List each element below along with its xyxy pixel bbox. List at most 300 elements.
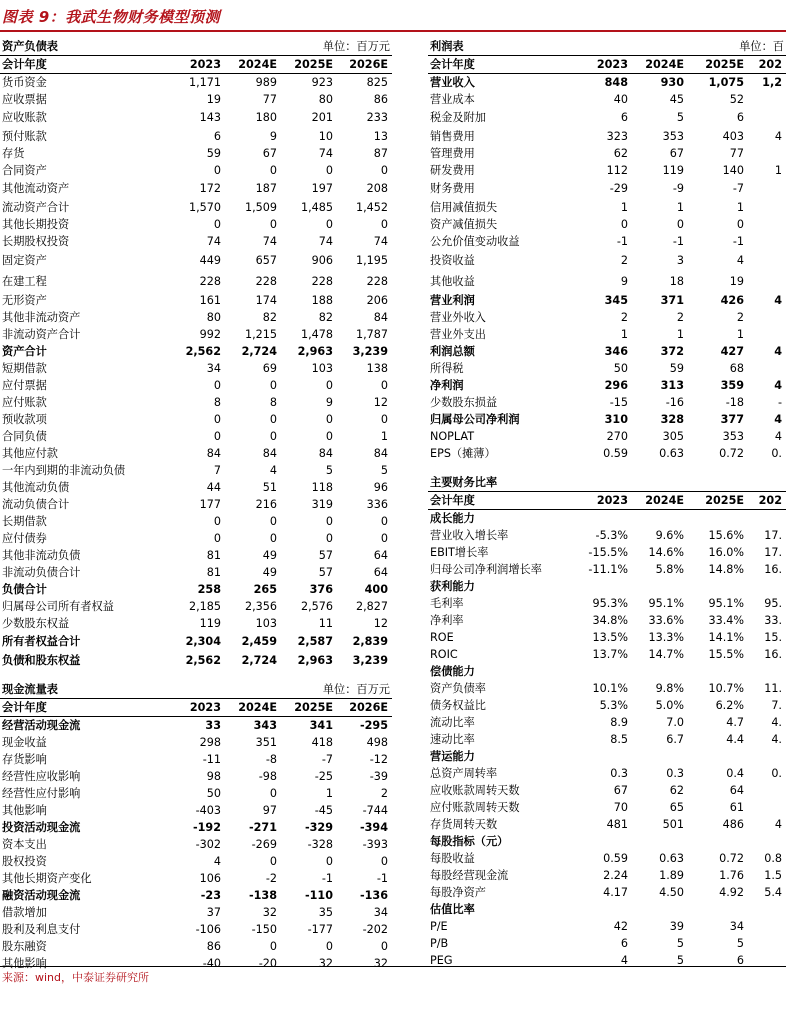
row-value: 930 [660, 76, 684, 89]
row-value: 265 [253, 583, 277, 596]
table-row [428, 250, 786, 272]
row-value: 74 [318, 147, 333, 160]
row-value: -393 [362, 838, 388, 851]
row-value: -106 [195, 923, 221, 936]
row-value [632, 578, 688, 595]
row-value: 15.6% [708, 529, 744, 542]
row-value: 4. [771, 716, 782, 729]
table-row [0, 819, 392, 836]
row-value: 4.4 [726, 733, 744, 746]
row-value: 1,509 [244, 201, 277, 214]
row-value: 6 [736, 111, 744, 124]
row-value: 12 [373, 396, 388, 409]
row-value: 5 [380, 464, 388, 477]
income-header-row [428, 56, 786, 74]
row-value: 403 [722, 130, 744, 143]
row-value: 5 [325, 464, 333, 477]
column-header-year: 2023 [568, 492, 632, 510]
table-row [428, 935, 786, 952]
table-row [428, 233, 786, 250]
row-value: -7 [321, 753, 333, 766]
row-label: 每股收益 [430, 852, 475, 865]
row-value: -202 [362, 923, 388, 936]
row-value [568, 663, 632, 680]
row-label: 应付票据 [2, 379, 47, 392]
row-value: 84 [318, 447, 333, 460]
row-value: 138 [366, 362, 388, 375]
row-value: -23 [200, 889, 221, 902]
row-value: -40 [202, 957, 221, 970]
row-value: 2,827 [355, 600, 388, 613]
row-value: -11 [202, 753, 221, 766]
table-row [428, 199, 786, 216]
row-label: 营业利润 [430, 294, 475, 307]
table-row [428, 91, 786, 108]
row-value [688, 663, 748, 680]
table-row [428, 74, 786, 92]
row-label: 其他影响 [2, 957, 47, 970]
row-value: 0 [325, 164, 333, 177]
row-value: 418 [311, 736, 333, 749]
row-value: 4.7 [726, 716, 744, 729]
row-label: 其他影响 [2, 804, 47, 817]
row-value [748, 233, 786, 250]
row-value [748, 510, 786, 528]
row-value: 0 [213, 379, 221, 392]
row-value: 32 [262, 906, 277, 919]
cashflow-caption: 现金流量表 [2, 683, 58, 696]
row-label: 经营活动现金流 [2, 719, 81, 732]
row-value: 0 [325, 379, 333, 392]
row-label: 固定资产 [2, 254, 47, 267]
row-value: 4 [774, 294, 782, 307]
table-row [0, 768, 392, 785]
row-value [748, 578, 786, 595]
row-value: 188 [311, 294, 333, 307]
row-value: 6.7 [666, 733, 684, 746]
row-value: -328 [307, 838, 333, 851]
row-value: 310 [604, 413, 628, 426]
table-row [0, 360, 392, 377]
row-value [748, 179, 786, 199]
row-value: -20 [258, 957, 277, 970]
row-value: 0 [380, 532, 388, 545]
table-row [0, 921, 392, 938]
section-label: 营运能力 [430, 750, 475, 763]
section-label: 偿债能力 [430, 665, 475, 678]
column-header-label: 会计年度 [0, 699, 170, 717]
row-label: 利润总额 [430, 345, 475, 358]
table-row [0, 938, 392, 955]
row-value: 1 [380, 430, 388, 443]
row-value: 49 [262, 566, 277, 579]
table-row [0, 632, 392, 651]
row-value: 6 [736, 954, 744, 967]
row-value: 4 [774, 345, 782, 358]
column-header-year: 2026E [337, 56, 392, 74]
row-value: 2 [620, 311, 628, 324]
row-value: 3,239 [352, 654, 388, 667]
ratios-caption: 主要财务比率 [430, 476, 498, 489]
row-value: 0 [325, 940, 333, 953]
row-value: 0 [269, 787, 277, 800]
table-row [428, 179, 786, 199]
row-value: 353 [662, 130, 684, 143]
row-value: 426 [720, 294, 744, 307]
row-value: 1 [676, 328, 684, 341]
row-value: 4.92 [719, 886, 744, 899]
table-row [428, 162, 786, 179]
row-value: 0 [213, 430, 221, 443]
row-value: 1,570 [188, 201, 221, 214]
row-value: 486 [722, 818, 744, 831]
row-label: 所得税 [430, 362, 464, 375]
row-value: 86 [373, 93, 388, 106]
section-row [428, 833, 786, 850]
row-value: 228 [366, 275, 388, 288]
row-value: 0. [771, 447, 782, 460]
row-value [748, 799, 786, 816]
row-label: 应付账款 [2, 396, 47, 409]
balance-sheet-caption-row [0, 38, 392, 56]
row-label: 营业外支出 [430, 328, 486, 341]
row-value: -329 [305, 821, 333, 834]
column-header-year: 2026E [337, 699, 392, 717]
row-value: 228 [311, 275, 333, 288]
row-value: 119 [662, 164, 684, 177]
row-value: 3 [676, 254, 684, 267]
row-value: 0 [269, 413, 277, 426]
row-value: 64 [373, 566, 388, 579]
row-label: 公允价值变动收益 [430, 235, 520, 248]
table-row [428, 377, 786, 394]
row-value: 2,562 [185, 654, 221, 667]
income-statement-caption: 利润表 [430, 40, 464, 53]
row-value: 143 [199, 111, 221, 124]
row-value [688, 578, 748, 595]
row-value: -192 [193, 821, 221, 834]
section-row [428, 663, 786, 680]
table-row [428, 128, 786, 145]
table-row [428, 680, 786, 697]
row-value: -25 [314, 770, 333, 783]
row-value: 8 [213, 396, 221, 409]
row-value: 74 [262, 235, 277, 248]
row-value: 84 [373, 311, 388, 324]
table-row [428, 428, 786, 445]
row-value: -98 [258, 770, 277, 783]
section-label: 获利能力 [430, 580, 475, 593]
table-row [428, 867, 786, 884]
row-value: 0 [325, 515, 333, 528]
column-header-year: 2025E [281, 699, 337, 717]
row-label: 在建工程 [2, 275, 47, 288]
row-value: 84 [206, 447, 221, 460]
row-value: 0 [325, 218, 333, 231]
row-value: 3,239 [352, 345, 388, 358]
row-value: 371 [660, 294, 684, 307]
income-statement-unit: 单位：百 [739, 40, 784, 53]
table-row [428, 561, 786, 578]
figure-title: 图表 9：我武生物财务模型预测 [2, 8, 221, 26]
row-value: 298 [199, 736, 221, 749]
row-value: 481 [606, 818, 628, 831]
row-value: 5.0% [655, 699, 684, 712]
row-value [748, 326, 786, 343]
row-label: 应付债券 [2, 532, 47, 545]
row-value: 2 [676, 311, 684, 324]
row-value: 40 [613, 93, 628, 106]
table-row [0, 179, 392, 199]
row-value: 112 [606, 164, 628, 177]
row-value: 0 [269, 164, 277, 177]
row-label: 营业成本 [430, 93, 475, 106]
table-row [0, 394, 392, 411]
row-value: 319 [311, 498, 333, 511]
row-value: 343 [253, 719, 277, 732]
row-value: 328 [660, 413, 684, 426]
row-label: 少数股东损益 [430, 396, 498, 409]
row-value: 351 [255, 736, 277, 749]
section-row [428, 510, 786, 528]
income-statement-table [428, 56, 786, 462]
table-row [428, 850, 786, 867]
row-label: 资产负债率 [430, 682, 486, 695]
column-header-label: 会计年度 [428, 56, 568, 74]
row-value: -15.5% [588, 546, 628, 559]
row-value [748, 360, 786, 377]
row-value: 0 [269, 218, 277, 231]
row-value: 67 [262, 147, 277, 160]
row-value: 64 [373, 549, 388, 562]
row-label: 营业收入 [430, 76, 475, 89]
row-label: 长期借款 [2, 515, 47, 528]
table-row [0, 162, 392, 179]
row-value: 12 [373, 617, 388, 630]
row-value: 11. [764, 682, 782, 695]
row-value: 1 [620, 201, 628, 214]
row-value: 33.4% [708, 614, 744, 627]
row-value: 376 [309, 583, 333, 596]
row-value [632, 663, 688, 680]
row-label: 销售费用 [430, 130, 475, 143]
table-row [428, 731, 786, 748]
table-row [0, 530, 392, 547]
row-value: 13 [373, 130, 388, 143]
table-row [0, 128, 392, 145]
row-label: 归属母公司净利润 [430, 413, 520, 426]
table-row [0, 904, 392, 921]
row-value: -2 [265, 872, 277, 885]
row-value: 106 [199, 872, 221, 885]
column-header-year: 202 [748, 56, 786, 74]
table-row [0, 377, 392, 394]
row-label: 每股净资产 [430, 886, 486, 899]
section-row [428, 578, 786, 595]
column-header-label: 会计年度 [0, 56, 170, 74]
row-value: 201 [311, 111, 333, 124]
row-value: 5 [676, 937, 684, 950]
row-value [748, 833, 786, 850]
table-row [428, 360, 786, 377]
row-value: 8.5 [610, 733, 628, 746]
row-value: 1 [774, 164, 782, 177]
row-value: 0 [380, 218, 388, 231]
row-value: 10 [318, 130, 333, 143]
row-value: 14.6% [648, 546, 684, 559]
row-value: 187 [255, 182, 277, 195]
table-row [0, 74, 392, 92]
row-value [748, 199, 786, 216]
row-label: ROE [430, 631, 454, 644]
row-label: 现金收益 [2, 736, 47, 749]
ratios-panel [428, 474, 786, 969]
row-label: 其他流动负债 [2, 481, 70, 494]
table-row [0, 615, 392, 632]
row-value: 6.2% [715, 699, 744, 712]
cashflow-header-row [0, 699, 392, 717]
row-value [748, 145, 786, 162]
section-label: 每股指标（元） [430, 835, 509, 848]
row-label: 税金及附加 [430, 111, 486, 124]
balance-sheet-unit: 单位：百万元 [322, 40, 390, 53]
row-value: - [777, 396, 782, 409]
row-value: 34.8% [592, 614, 628, 627]
row-value: 2,587 [297, 635, 333, 648]
column-header-label: 会计年度 [428, 492, 568, 510]
row-value: 174 [255, 294, 277, 307]
table-row [0, 751, 392, 768]
row-value: 7.0 [666, 716, 684, 729]
row-label: 负债合计 [2, 583, 47, 596]
row-value: 8 [269, 396, 277, 409]
row-value: 0 [269, 515, 277, 528]
row-value: 359 [720, 379, 744, 392]
row-value: 345 [604, 294, 628, 307]
row-label: NOPLAT [430, 430, 475, 443]
table-row [428, 799, 786, 816]
balance-header-row [0, 56, 392, 74]
row-label: 投资收益 [430, 254, 475, 267]
row-value: 1 [620, 328, 628, 341]
row-value: 32 [318, 957, 333, 970]
row-value: 0 [269, 532, 277, 545]
row-value [748, 309, 786, 326]
row-value: 61 [729, 801, 744, 814]
table-row [428, 884, 786, 901]
row-value: 64 [729, 784, 744, 797]
row-value: 13.3% [648, 631, 684, 644]
row-value: 62 [613, 147, 628, 160]
row-value: 50 [613, 362, 628, 375]
source-note: 来源：wind，中泰证券研究所 [2, 971, 150, 984]
row-value: 180 [255, 111, 277, 124]
row-value: -45 [314, 804, 333, 817]
row-label: 归属母公司所有者权益 [2, 600, 114, 613]
table-row [0, 462, 392, 479]
row-value: 341 [309, 719, 333, 732]
row-value: 15.5% [708, 648, 744, 661]
table-row [428, 343, 786, 360]
row-value: 67 [669, 147, 684, 160]
row-value: 95.1% [708, 597, 744, 610]
table-row [0, 428, 392, 445]
row-value: 353 [722, 430, 744, 443]
row-value: 5 [736, 937, 744, 950]
row-value [632, 748, 688, 765]
table-row [0, 108, 392, 128]
table-row [0, 479, 392, 496]
cashflow-table [0, 699, 392, 972]
row-value: 233 [366, 111, 388, 124]
row-value: 5 [676, 954, 684, 967]
balance-sheet-table [0, 56, 392, 670]
row-value: 33 [205, 719, 221, 732]
row-value: 74 [206, 235, 221, 248]
table-row [428, 782, 786, 799]
row-value: 657 [255, 254, 277, 267]
row-value: 1,215 [244, 328, 277, 341]
row-value: 39 [669, 920, 684, 933]
table-row [0, 887, 392, 904]
row-label: 每股经营现金流 [430, 869, 509, 882]
row-value: -16 [665, 396, 684, 409]
column-header-year: 2025E [281, 56, 337, 74]
row-value: 51 [262, 481, 277, 494]
row-value: -744 [362, 804, 388, 817]
row-value: 95.3% [592, 597, 628, 610]
row-value: 9 [325, 396, 333, 409]
section-row [428, 901, 786, 918]
row-value: 0 [213, 218, 221, 231]
row-value: 9 [269, 130, 277, 143]
row-value: 16. [764, 648, 782, 661]
row-label: 无形资产 [2, 294, 47, 307]
row-value: 14.8% [708, 563, 744, 576]
row-value: 1 [736, 328, 744, 341]
row-value: -150 [251, 923, 277, 936]
table-row [0, 233, 392, 250]
table-row [428, 646, 786, 663]
row-value: 197 [311, 182, 333, 195]
row-value: 2,185 [188, 600, 221, 613]
income-statement-panel [428, 38, 786, 462]
row-value: 1,452 [355, 201, 388, 214]
row-value [568, 578, 632, 595]
income-statement-caption-row [428, 38, 786, 56]
row-value: 6 [213, 130, 221, 143]
row-value: 0. [771, 767, 782, 780]
row-value: 103 [255, 617, 277, 630]
row-value [688, 510, 748, 528]
row-value: 346 [604, 345, 628, 358]
row-label: 投资活动现金流 [2, 821, 81, 834]
row-label: 经营性应付影响 [2, 787, 81, 800]
row-value: 501 [662, 818, 684, 831]
row-value [748, 216, 786, 233]
row-value: 37 [206, 906, 221, 919]
table-row [0, 343, 392, 360]
row-value: 0.72 [719, 852, 744, 865]
row-value: 9.8% [655, 682, 684, 695]
row-value: 0 [380, 515, 388, 528]
row-value: 296 [604, 379, 628, 392]
row-value: 13.7% [592, 648, 628, 661]
row-label: 非流动负债合计 [2, 566, 81, 579]
cashflow-caption-row [0, 681, 392, 699]
row-label: 流动比率 [430, 716, 475, 729]
row-value: 2,724 [241, 654, 277, 667]
